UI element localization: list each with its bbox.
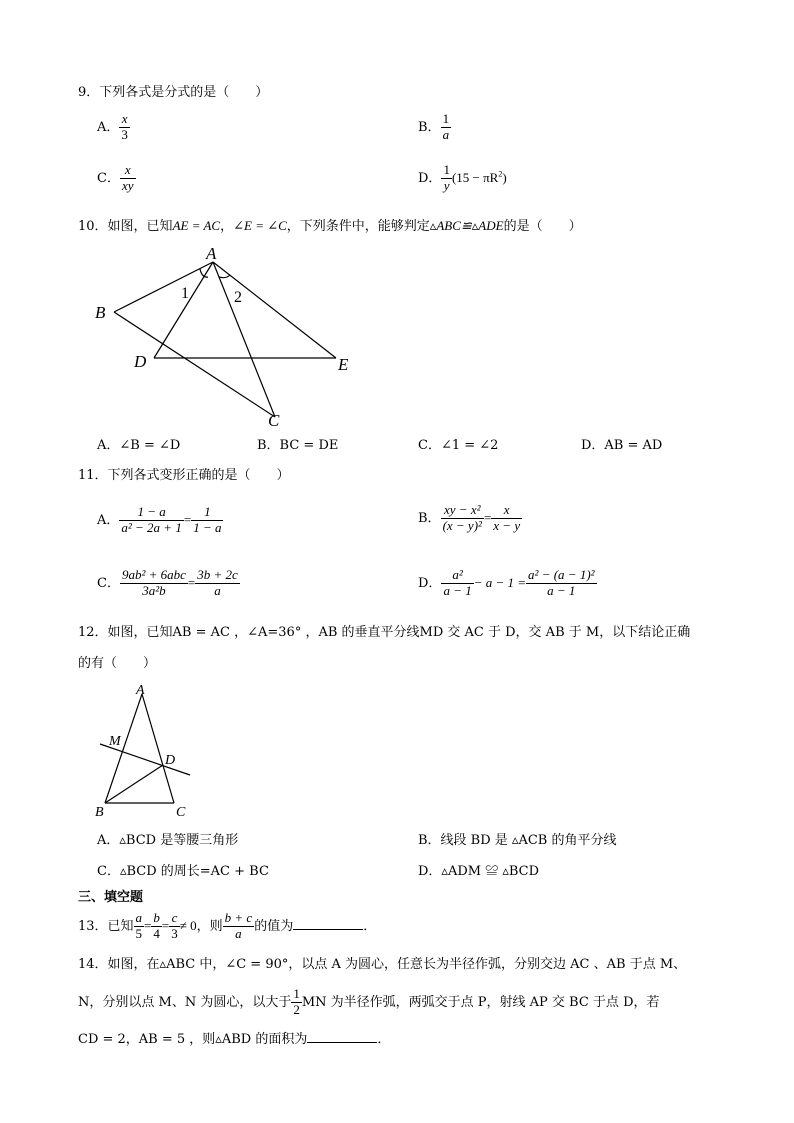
equals-sign: = bbox=[161, 917, 170, 933]
q9-d-tail: (15 − πR bbox=[451, 169, 499, 185]
q10-stem bbox=[78, 219, 582, 233]
q11-a-rnum: 1 bbox=[191, 505, 223, 521]
section-heading: 三、填空题 bbox=[78, 890, 144, 905]
q14-half-den: 2 bbox=[293, 1001, 300, 1017]
q9-d-close: ) bbox=[502, 169, 507, 185]
option-label: D． bbox=[418, 170, 442, 186]
q13-f3-den: 3 bbox=[171, 925, 178, 941]
q11-option-b[interactable] bbox=[418, 503, 522, 534]
q11-a-lden: a² − 2a + 1 bbox=[121, 519, 182, 535]
q14-line2 bbox=[78, 987, 660, 1018]
q11-c-rnum: 3b + 2c bbox=[197, 567, 238, 582]
q13-text3: 的值为 bbox=[254, 918, 294, 934]
equals-sign: = bbox=[183, 511, 192, 527]
q12-figure bbox=[90, 682, 200, 820]
equals-sign: = bbox=[187, 574, 196, 590]
q13-text2: ，则 bbox=[196, 918, 223, 934]
answer-blank[interactable] bbox=[307, 1032, 377, 1043]
segment-AC bbox=[142, 694, 174, 803]
label-C: C bbox=[268, 411, 280, 430]
q9-a-num: x bbox=[119, 112, 130, 128]
option-label: C． bbox=[97, 170, 120, 186]
q14-line3 bbox=[78, 1032, 390, 1046]
q11-option-d[interactable] bbox=[418, 568, 597, 599]
q11-c-lden: 3a²b bbox=[142, 582, 166, 598]
q12-option-b[interactable]: B．线段 BD 是 ▵ACB 的角平分线 bbox=[418, 833, 617, 848]
q9-b-num: 1 bbox=[442, 111, 450, 126]
segment-BD bbox=[105, 765, 163, 803]
q14-line1: 14．如图，在▵ABC 中，∠C = 90°，以点 A 为圆心，任意长为半径作弧，分别交边 AC 、AB 于点 M、 bbox=[78, 957, 687, 972]
label-A: A bbox=[136, 683, 145, 698]
label-D: D bbox=[134, 352, 147, 371]
q11-c-lnum: 9ab² + 6abc bbox=[121, 567, 186, 582]
q13-f1-den: 5 bbox=[135, 925, 143, 941]
option-label: B． bbox=[418, 119, 441, 135]
q13-f4-den: a bbox=[235, 925, 242, 941]
q10-figure bbox=[88, 240, 368, 432]
label-M: M bbox=[109, 734, 121, 749]
q12-option-c[interactable]: C．▵BCD 的周长=AC + BC bbox=[97, 864, 269, 879]
q10-option-d[interactable]: D．AB = AD bbox=[581, 438, 663, 453]
q14-half-num: 1 bbox=[293, 986, 300, 1001]
q11-b-lden: (x − y)² bbox=[442, 517, 482, 533]
label-angle-1: 1 bbox=[181, 285, 189, 302]
q11-d-rnum: a² − (a − 1)² bbox=[528, 567, 595, 582]
equals-sign: = bbox=[483, 509, 492, 525]
q10-number: 10． bbox=[78, 219, 108, 234]
q9-stem: 9．下列各式是分式的是（ ） bbox=[78, 85, 269, 100]
q12-stem-line1: 12．如图，已知AB = AC ，∠A=36° ，AB 的垂直平分线MD 交 AC 于 D，交 AB 于 M，以下结论正确 bbox=[78, 625, 691, 640]
q10-text2: ， bbox=[220, 219, 234, 234]
angle-2-arc bbox=[219, 275, 230, 278]
q9-d-num: 1 bbox=[443, 162, 450, 177]
label-C: C bbox=[176, 805, 186, 820]
label-A: A bbox=[206, 244, 217, 263]
label-B: B bbox=[95, 303, 106, 322]
q10-option-b[interactable]: B．BC = DE bbox=[257, 438, 339, 453]
q9-c-den: xy bbox=[121, 177, 134, 193]
q10-text3: ，下列条件中，能够判定 bbox=[286, 219, 430, 234]
q9-b-den: a bbox=[442, 126, 450, 142]
answer-blank[interactable] bbox=[293, 919, 363, 930]
option-label: D． bbox=[418, 575, 442, 591]
label-D: D bbox=[165, 753, 176, 768]
q9-option-c[interactable] bbox=[97, 163, 136, 194]
q12-stem-line2: 的有（ ） bbox=[78, 656, 157, 671]
q11-d-mid: − a − 1 = bbox=[473, 574, 527, 590]
q14-line2a: N，分别以点 M、N 为圆心，以大于 bbox=[78, 994, 292, 1010]
q13-text4: ． bbox=[363, 918, 377, 934]
q11-d-rden: a − 1 bbox=[547, 582, 576, 598]
q11-c-rden: a bbox=[214, 582, 221, 598]
q9-option-d[interactable] bbox=[418, 163, 507, 194]
equals-sign: = bbox=[144, 917, 152, 933]
q11-a-lnum: 1 − a bbox=[119, 505, 183, 521]
q13-text1: 13．已知 bbox=[78, 918, 134, 934]
q9-c-num: x bbox=[120, 163, 136, 179]
q11-a-rden: 1 − a bbox=[193, 519, 222, 535]
q10-math2: ∠E = ∠C bbox=[233, 218, 287, 233]
q13-f4-num: b + c bbox=[224, 910, 253, 925]
q9-d-den: y bbox=[443, 177, 450, 193]
option-label: B． bbox=[418, 510, 441, 526]
q13 bbox=[78, 911, 376, 942]
q11-b-rden: x − y bbox=[493, 517, 521, 533]
q11-b-lnum: xy − x² bbox=[441, 503, 484, 519]
q9-d-exp: 2 bbox=[498, 169, 503, 179]
q11-b-rnum: x bbox=[491, 503, 522, 519]
q11-d-lden: a − 1 bbox=[443, 582, 472, 598]
q13-f2-num: b bbox=[153, 910, 160, 925]
option-label: C． bbox=[97, 575, 120, 591]
label-angle-2: 2 bbox=[234, 289, 242, 306]
q11-d-lnum: a² bbox=[441, 568, 473, 584]
q12-option-d[interactable]: D．▵ADM ≌ ▵BCD bbox=[418, 864, 540, 879]
q9-option-b[interactable] bbox=[418, 112, 451, 143]
q11-stem: 11．下列各式变形正确的是（ ） bbox=[78, 468, 290, 483]
q13-f2-den: 4 bbox=[153, 925, 160, 941]
q14-line2b: MN 为半径作弧，两弧交于点 P，射线 AP 交 BC 于点 D，若 bbox=[301, 994, 660, 1010]
label-E: E bbox=[338, 355, 349, 374]
q13-f3-num: c bbox=[169, 911, 180, 927]
q10-text4: 的是（ ） bbox=[503, 219, 582, 234]
segment-AE bbox=[213, 262, 336, 358]
q9-option-a[interactable] bbox=[97, 112, 130, 143]
q10-math3: ▵ABC≌▵ADE bbox=[429, 218, 504, 233]
option-label: A． bbox=[97, 119, 120, 135]
q9-a-den: 3 bbox=[121, 126, 128, 142]
q11-option-a[interactable] bbox=[97, 505, 223, 536]
q10-option-a[interactable]: A．∠B = ∠D bbox=[97, 438, 181, 453]
q10-math1: AE = AC bbox=[172, 218, 221, 233]
q14-line3a: CD = 2，AB = 5 ，则▵ABD 的面积为 bbox=[78, 1032, 308, 1047]
option-label: A． bbox=[97, 512, 120, 528]
q13-f1-num: a bbox=[135, 910, 143, 925]
label-B: B bbox=[95, 805, 104, 820]
q11-option-c[interactable] bbox=[97, 568, 240, 599]
segment-AC bbox=[213, 262, 275, 417]
q10-text1: 如图，已知 bbox=[107, 219, 173, 234]
q14-line3b: ． bbox=[377, 1032, 391, 1047]
q10-option-c[interactable]: C．∠1 = ∠2 bbox=[418, 438, 499, 453]
not-equal-zero: ≠ 0 bbox=[179, 917, 197, 933]
q12-option-a[interactable]: A．▵BCD 是等腰三角形 bbox=[97, 833, 239, 848]
